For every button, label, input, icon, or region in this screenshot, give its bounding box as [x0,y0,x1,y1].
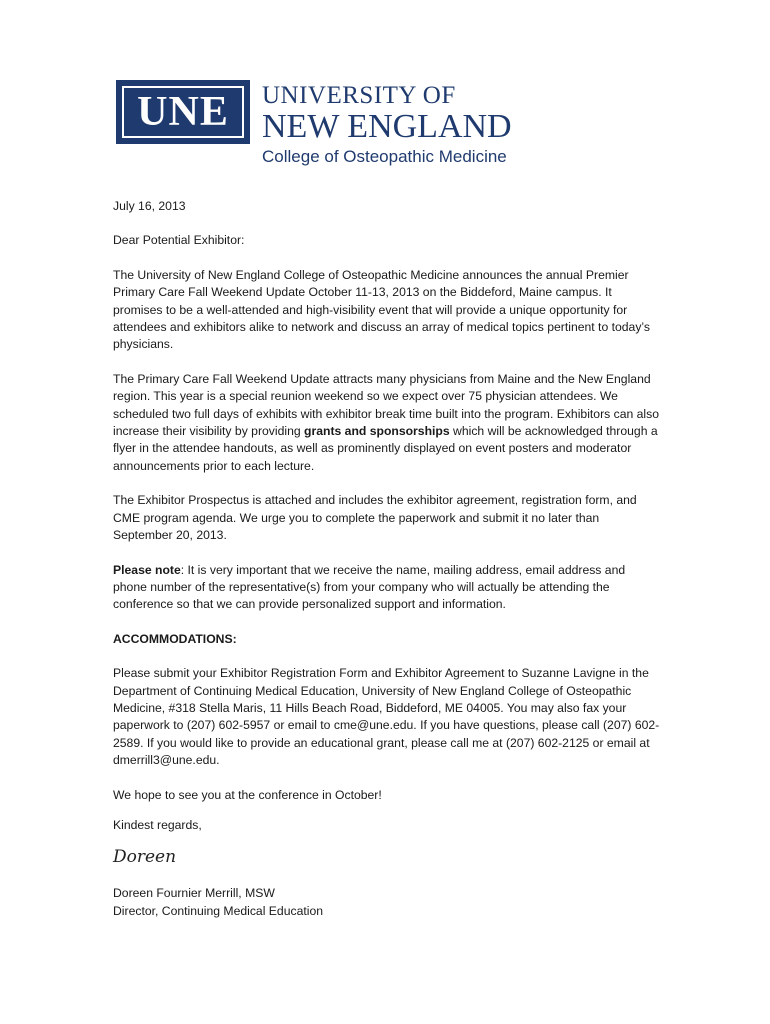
letter-body [113,198,661,920]
paragraph-attendance: The Primary Care Fall Weekend Update attracts many physicians from Maine and the New England region. This year is a special reunion weekend so we expect over 75 physician attendees. We scheduled two full days of exhibits with exhibitor break time built into the program. Exhibitors can also increase their visibility by providing grants and sponsorships which will be acknowledged through a flyer in the attendee handouts, as well as prominently displayed on event posters and moderator announcements prior to each lecture. [113,371,660,473]
salutation: Dear Potential Exhibitor: [113,233,245,248]
logo-university-of: UNIVERSITY OF [262,82,456,109]
une-logo-mark [116,80,250,144]
signer-title: Director, Continuing Medical Education [113,903,324,918]
paragraph-announcement: The University of New England College of Osteopathic Medicine announces the annual Premier Primary Care Fall Weekend Update October 11-13, 2013 on the Biddeford, Maine campus. It promises to be a well-attended and high-visibility event that will provide a unique opportunity for attendees and exhibitors alike to network and discuss an array of medical topics pertinent to today’s physicians. [113,267,651,352]
paragraph-submission: Please submit your Exhibitor Registration Form and Exhibitor Agreement to Suzanne Lavigne in the Department of Continuing Medical Education, University of New England College of Osteopathic Medicine, #318 Stella Maris, 11 Hills Beach Road, Biddeford, ME 04005. You may also fax your paperwork to (207) 602-5957 or email to cme@une.edu. If you have questions, please call (207) 602-2589. If you would like to provide an educational grant, please call me at (207) 602-2125 or email at dmerrill3@une.edu. [113,666,660,768]
paragraph-prospectus: The Exhibitor Prospectus is attached and includes the exhibitor agreement, registration form, and CME program agenda. We urge you to complete the paperwork and submit it no later than September 20, 2013. [113,493,637,543]
letter-date: July 16, 2013 [113,199,186,213]
logo-college-name: College of Osteopathic Medicine [262,147,507,166]
closing: Kindest regards, [113,817,202,832]
accommodations-heading: ACCOMMODATIONS: [113,631,237,646]
grants-emphasis: grants and sponsorships [304,424,450,439]
closing-line: We hope to see you at the conference in October! [113,787,382,802]
signature: Doreen [113,847,177,868]
une-logo [116,80,536,172]
signer-name: Doreen Fournier Merrill, MSW [113,886,275,901]
logo-abbrev: UNE [137,89,229,135]
paragraph-note: Please note: It is very important that we receive the name, mailing address, email address and phone number of the representative(s) from your company who will actually be attending the conference so that we can provide personalized support and information. [113,562,626,612]
signer-block [113,885,661,920]
logo-new-england: NEW ENGLAND [262,108,512,145]
note-label: Please note [113,562,181,577]
